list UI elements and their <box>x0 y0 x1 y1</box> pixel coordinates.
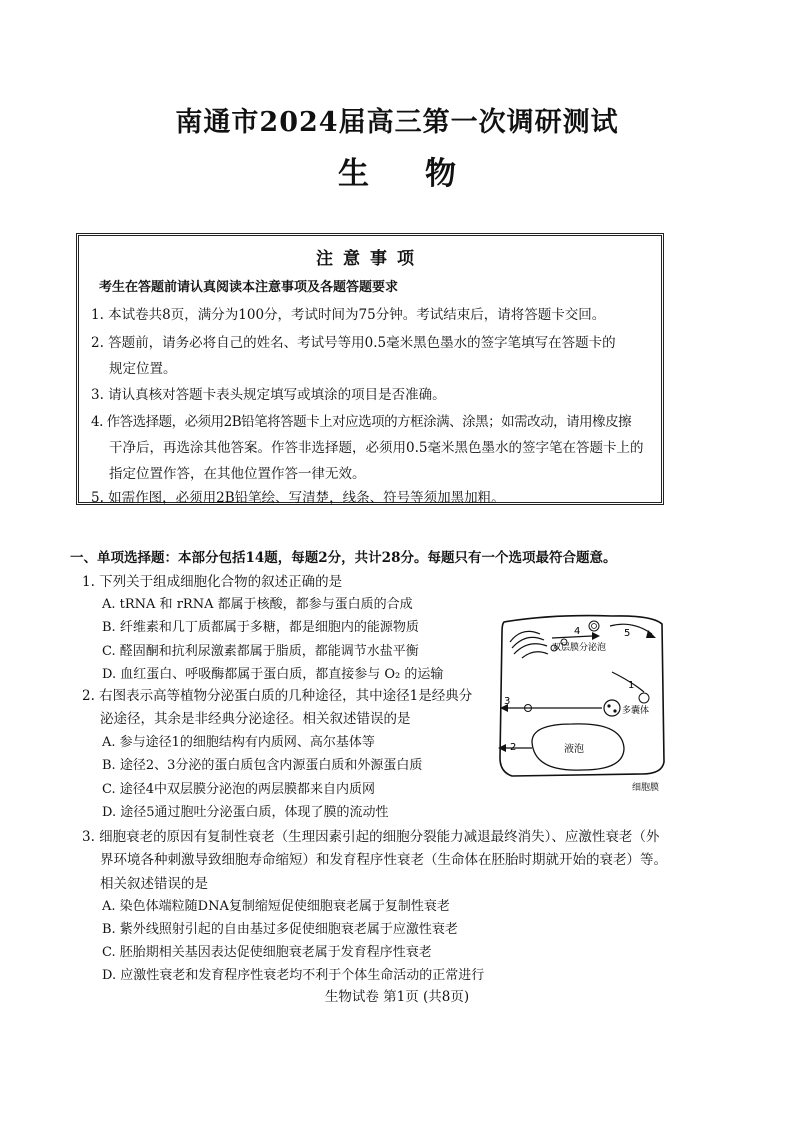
label-pathway-2: 2 <box>510 742 517 753</box>
label-pathway-1: 1 <box>628 680 635 691</box>
notice-line: 规定位置。 <box>109 361 177 377</box>
pathway-5-arrow <box>610 624 652 634</box>
option-b: B. 紫外线照射引起的自由基过多促使细胞衰老属于应激性衰老 <box>102 922 458 937</box>
question-stem: 界环境各种刺激导致细胞寿命缩短）和发育程序性衰老（生命体在胚胎时期就开始的衰老）等。 <box>100 852 667 868</box>
notice-line: 1. 本试卷共8页，满分为100分，考试时间为75分钟。考试结束后，请将答题卡交回。 <box>91 307 606 323</box>
option-b: B. 纤维素和几丁质都属于多糖，都是细胞内的能源物质 <box>102 620 419 635</box>
notice-line: 指定位置作答，在其他位置作答一律无效。 <box>109 466 366 482</box>
option-c: C. 醛固酮和抗利尿激素都属于脂质，都能调节水盐平衡 <box>102 644 419 659</box>
vesicle-icon <box>589 621 599 631</box>
option-d: D. 血红蛋白、呼吸酶都属于蛋白质，都直接参与 O₂ 的运输 <box>102 667 444 682</box>
option-d: D. 途径5通过胞吐分泌蛋白质，体现了膜的流动性 <box>102 805 389 820</box>
option-c: C. 途径4中双层膜分泌泡的两层膜都来自内质网 <box>102 782 376 797</box>
secretion-pathway-figure <box>492 612 670 792</box>
question-stem: 相关叙述错误的是 <box>100 876 208 892</box>
label-pathway-4: 4 <box>574 626 581 637</box>
option-a: A. tRNA 和 rRNA 都属于核酸，都参与蛋白质的合成 <box>102 597 413 612</box>
option-b: B. 途径2、3分泌的蛋白质包含内源蛋白质和外源蛋白质 <box>102 758 423 773</box>
label-vesicle: 双层膜分泌泡 <box>552 643 607 653</box>
subject-title: 生物 <box>338 156 512 192</box>
pathway-4-arrow <box>552 636 592 638</box>
page-footer: 生物试卷 第1页 (共8页) <box>324 989 470 1005</box>
option-c: C. 胚胎期相关基因表达促使细胞衰老属于发育程序性衰老 <box>102 945 432 960</box>
notice-intro: 考生在答题前请认真阅读本注意事项及各题答题要求 <box>99 280 399 295</box>
question-stem: 2. 右图表示高等植物分泌蛋白质的几种途径，其中途径1是经典分 <box>82 688 473 704</box>
option-a: A. 染色体端粒随DNA复制缩短促使细胞衰老属于复制性衰老 <box>102 899 450 914</box>
question-stem: 1. 下列关于组成细胞化合物的叙述正确的是 <box>82 574 343 590</box>
label-membrane: 细胞膜 <box>632 783 660 792</box>
arrow-head-icon <box>592 632 600 640</box>
question-stem: 3. 细胞衰老的原因有复制性衰老（生理因素引起的细胞分裂能力减退最终消失）、应激性衰老（外 <box>82 829 660 845</box>
question-stem: 泌途径，其余是非经典分泌途径。相关叙述错误的是 <box>100 711 411 727</box>
label-pathway-3: 3 <box>504 696 511 707</box>
notice-line: 4. 作答选择题，必须用2B铅笔将答题卡上对应选项的方框涂满、涂黑；如需改动，请用橡皮擦 <box>91 414 632 430</box>
notice-line: 3. 请认真核对答题卡表头规定填写或填涂的项目是否准确。 <box>91 387 446 403</box>
multivesicular-body-icon <box>604 700 620 716</box>
notice-title: 注意事项 <box>316 249 424 269</box>
notice-box <box>76 233 664 505</box>
option-a: A. 参与途径1的细胞结构有内质网、高尔基体等 <box>102 735 375 750</box>
label-vacuole: 液泡 <box>564 744 584 755</box>
vesicle-icon <box>639 693 649 703</box>
notice-line: 5. 如需作图，必须用2B铅笔绘、写清楚，线条、符号等须加黑加粗。 <box>91 490 505 506</box>
option-d: D. 应激性衰老和发育程序性衰老均不利于个体生命活动的正常进行 <box>102 968 485 983</box>
label-mvb: 多囊体 <box>622 706 650 716</box>
label-pathway-5: 5 <box>624 628 631 639</box>
exam-title: 南通市2024届高三第一次调研测试 <box>175 107 619 138</box>
section-heading: 一、单项选择题：本部分包括14题，每题2分，共计28分。每题只有一个选项最符合题意。 <box>70 550 617 566</box>
notice-line: 2. 答题前，请务必将自己的姓名、考试号等用0.5毫米黑色墨水的签字笔填写在答题卡的 <box>91 335 616 351</box>
notice-line: 干净后，再选涂其他答案。作答非选择题，必须用0.5毫米黑色墨水的签字笔在答题卡上的 <box>109 440 644 456</box>
golgi-icon <box>510 631 548 658</box>
arrow-head-icon <box>498 744 506 752</box>
